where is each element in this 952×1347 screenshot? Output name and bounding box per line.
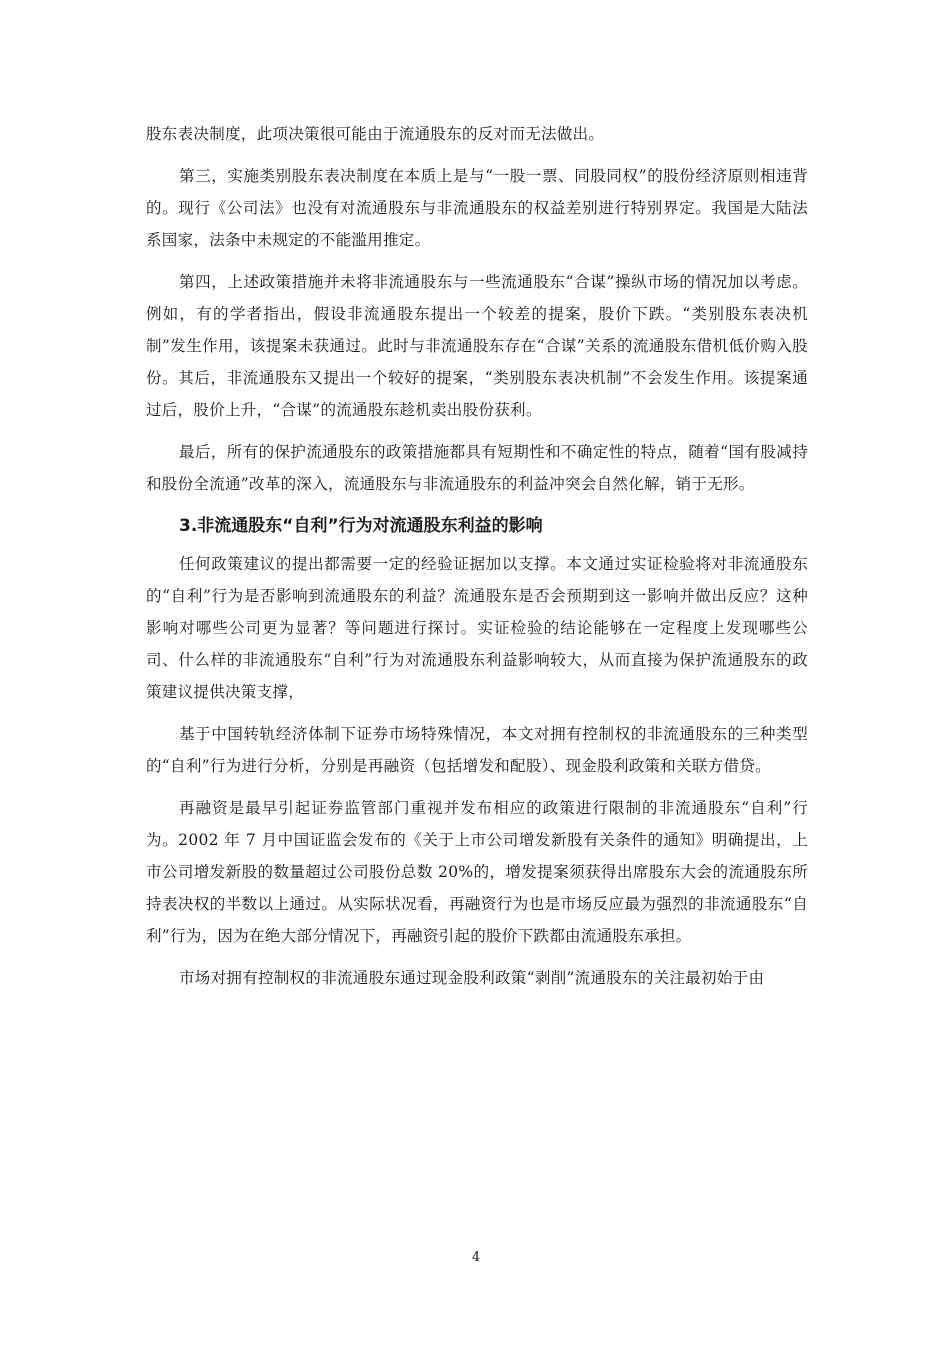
paragraph-third-point: 第三，实施类别股东表决制度在本质上是与“一股一票、同股同权”的股份经济原则相违背的。现行《公司法》也没有对流通股东与非流通股东的权益差别进行特别界定。我国是大陆法系国家，法条中未规定的不能滥用推定。 [146,167,808,249]
page-number: 4 [471,1250,481,1265]
page-content [146,118,808,1004]
paragraph-three-behaviors: 基于中国转轨经济体制下证券市场特殊情况，本文对拥有控制权的非流通股东的三种类型的“自利”行为进行分析，分别是再融资（包括增发和配股）、现金股利政策和关联方借贷。 [146,725,808,775]
paragraph-continuation: 股东表决制度，此项决策很可能由于流通股东的反对而无法做出。 [146,125,605,143]
section-heading: 3.非流通股东“自利”行为对流通股东利益的影响 [179,516,543,536]
paragraph-finally: 最后，所有的保护流通股东的政策措施都具有短期性和不确定性的特点，随着“国有股减持和股份全流通”改革的深入，流通股东与非流通股东的利益冲突会自然化解，销于无形。 [146,443,808,493]
paragraph-fourth-point: 第四，上述政策措施并未将非流通股东与一些流通股东“合谋”操纵市场的情况加以考虑。例如，有的学者指出，假设非流通股东提出一个较差的提案，股价下跌。“类别股东表决机制”发生作用，该提案未获通过。此时与非流通股东存在“合谋”关系的流通股东借机低价购入股份。其后，非流通股东又提出一个较好的提案，“类别股东表决机制”不会发生作用。该提案通过后，股价上升，“合谋”的流通股东趁机卖出股份获利。 [146,273,808,419]
paragraph-refinancing: 再融资是最早引起证券监管部门重视并发布相应的政策进行限制的非流通股东“自利”行为。2002 年 7 月中国证监会发布的《关于上市公司增发新股有关条件的通知》明确提出，上市公司增发新股的数量超过公司股份总数 20%的，增发提案须获得出席股东大会的流通股东所持表决权的半数以上通过。从实际状况看，再融资行为也是市场反应最为强烈的非流通股东“自利”行为，因为在绝大部分情况下，再融资引起的股价下跌都由流通股东承担。 [146,799,808,945]
paragraph-empirical-support: 任何政策建议的提出都需要一定的经验证据加以支撑。本文通过实证检验将对非流通股东的“自利”行为是否影响到流通股东的利益？流通股东是否会预期到这一影响并做出反应？这种影响对哪些公司更为显著？等问题进行探讨。实证检验的结论能够在一定程度上发现哪些公司、什么样的非流通股东“自利”行为对流通股东利益影响较大，从而直接为保护流通股东的政策建议提供决策支撑， [146,555,808,701]
paragraph-cash-dividend: 市场对拥有控制权的非流通股东通过现金股利政策“剥削”流通股东的关注最初始于由 [179,969,765,987]
